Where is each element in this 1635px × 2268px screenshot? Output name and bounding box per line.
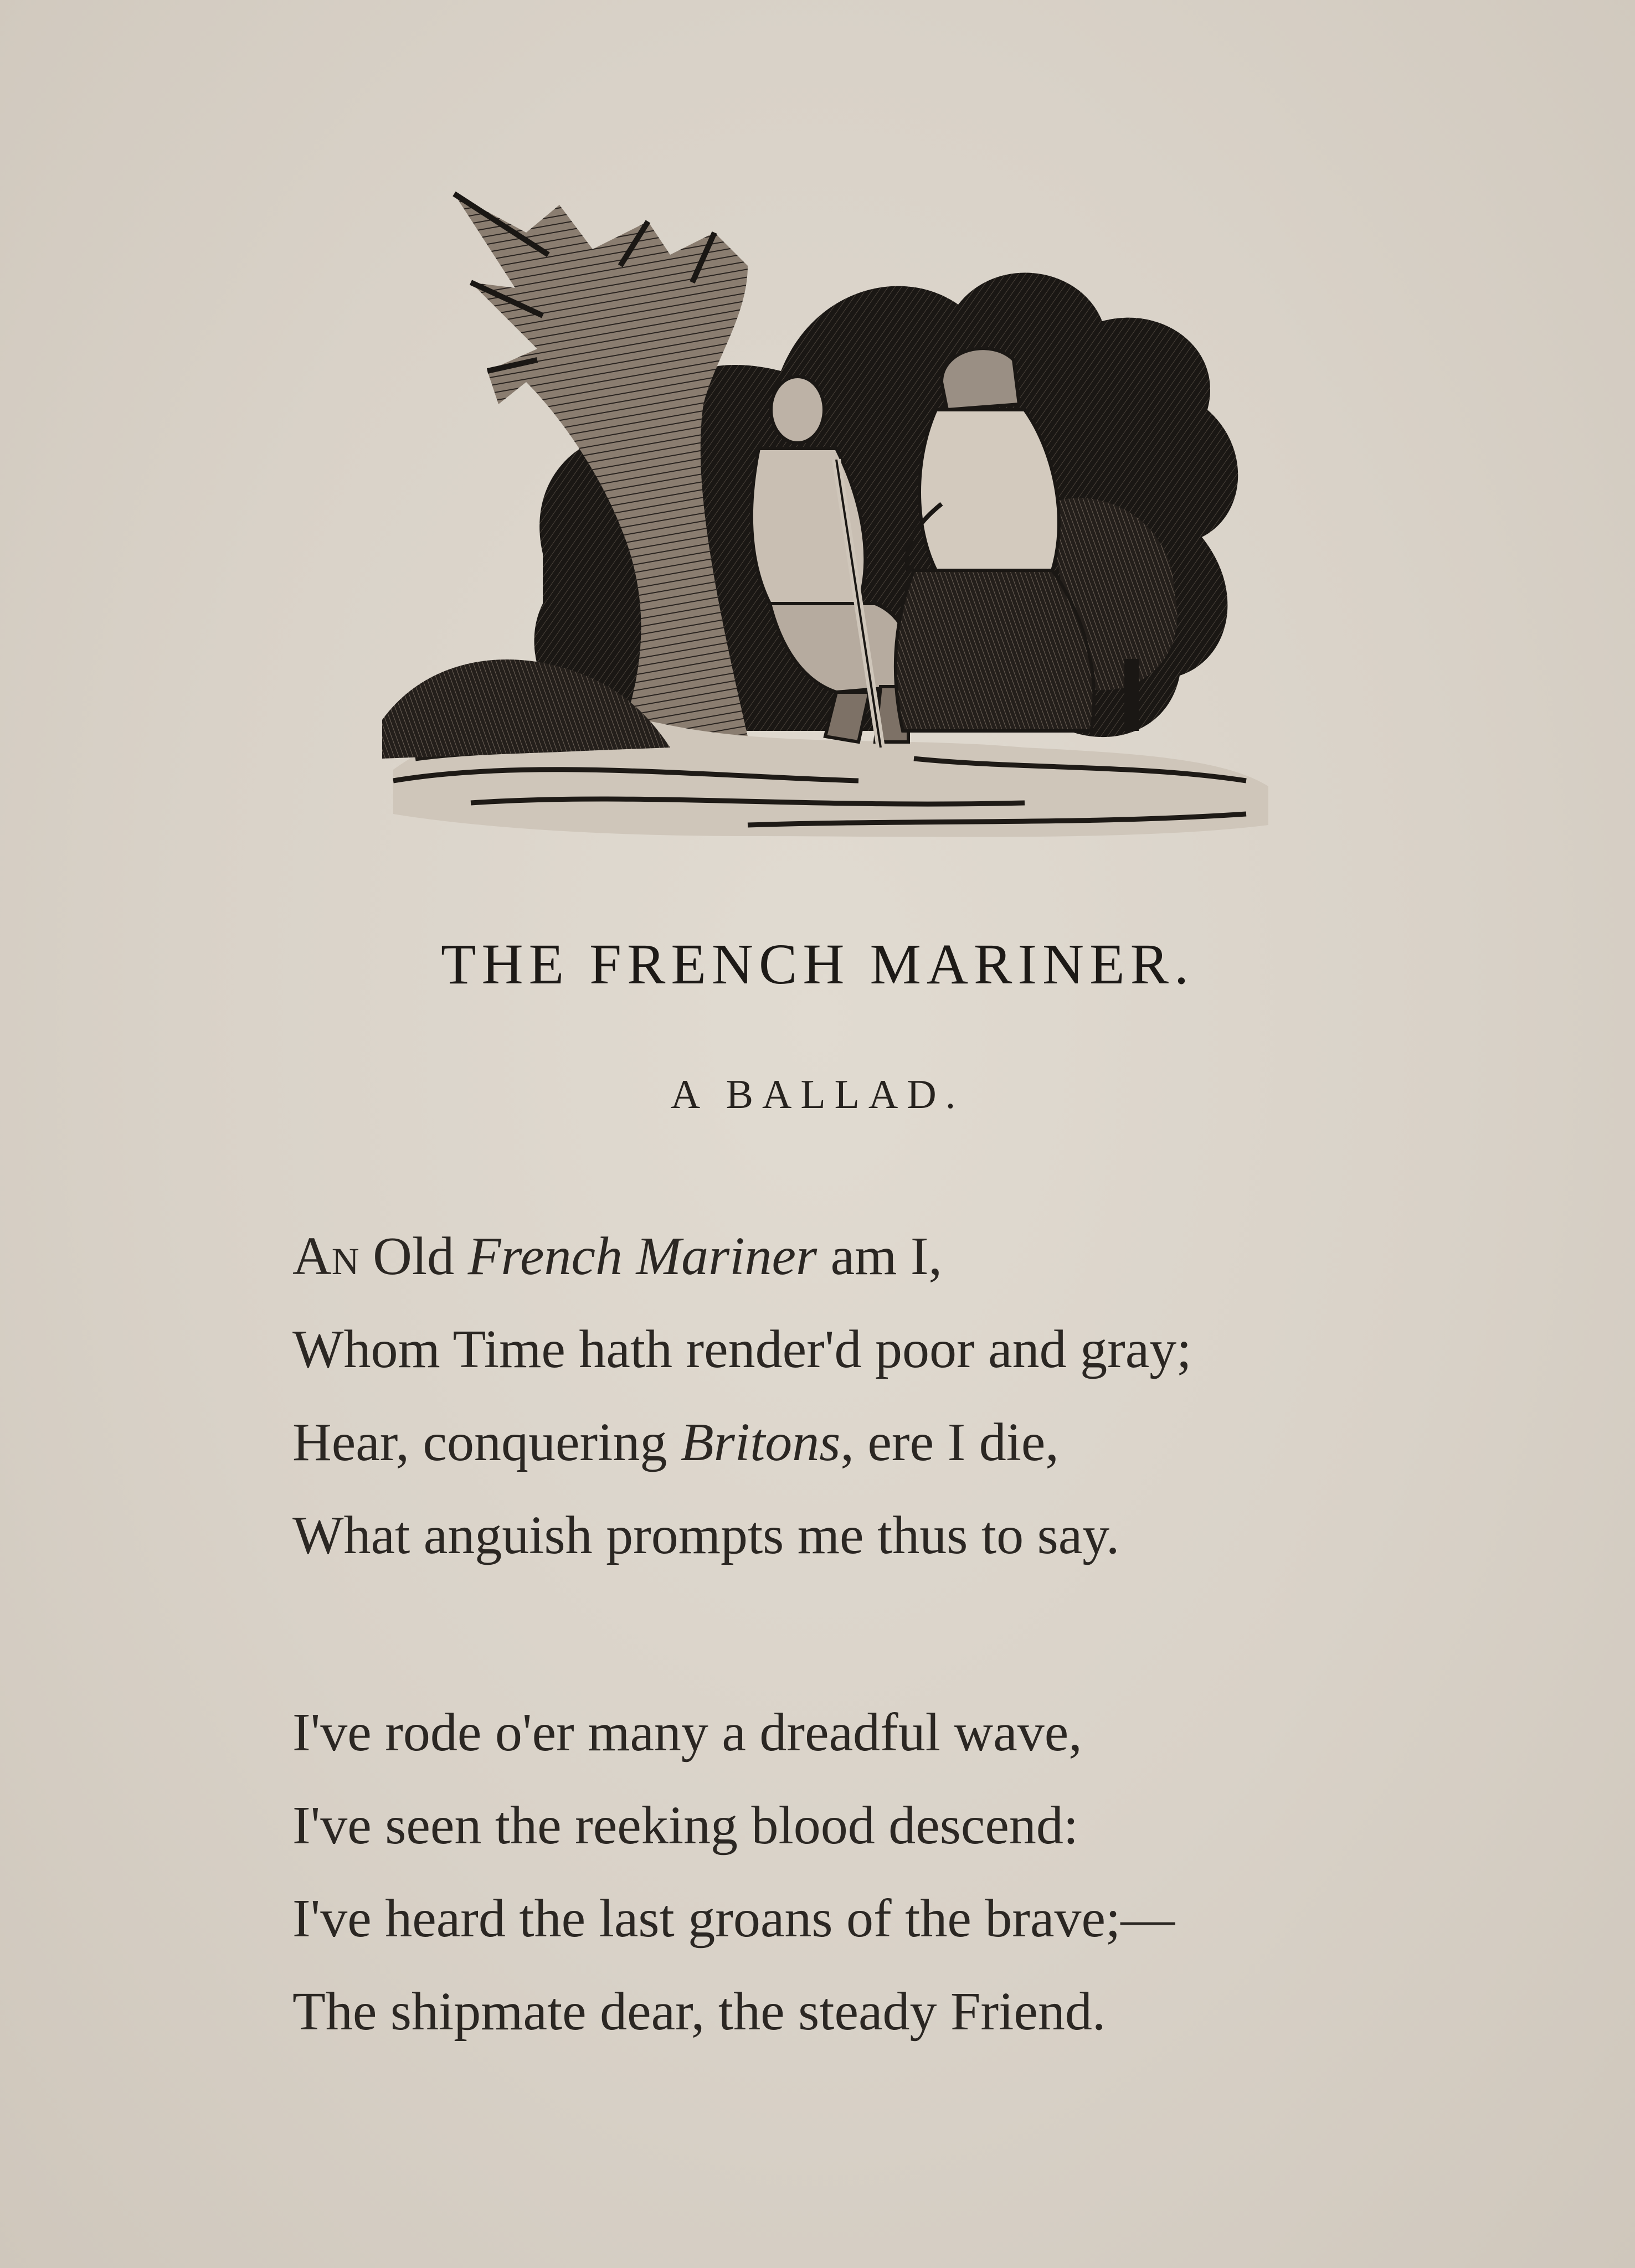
poem-subtitle: A BALLAD. xyxy=(670,1072,965,1117)
italic-phrase: Britons xyxy=(680,1413,841,1472)
woodcut-illustration xyxy=(360,172,1268,853)
verse-text: Old xyxy=(359,1226,468,1286)
verse-line: Whom Time hath render'd poor and gray; xyxy=(292,1319,1192,1379)
stanza-1 xyxy=(292,1226,1400,1601)
verse-line xyxy=(292,1226,1400,1322)
verse-text: Hear, conquering xyxy=(292,1413,681,1472)
verse-line: The shipmate dear, the steady Friend. xyxy=(292,1982,1106,2042)
dropcap-word: An xyxy=(292,1226,359,1286)
verse-line xyxy=(292,1415,1400,1508)
poem-title: THE FRENCH MARINER. xyxy=(440,932,1195,996)
verse-line: I've rode o'er many a dreadful wave, xyxy=(292,1703,1082,1762)
verse-text: am I, xyxy=(817,1226,942,1286)
verse-line: I've seen the reeking blood descend: xyxy=(292,1796,1079,1855)
verse-line: I've heard the last groans of the brave;— xyxy=(292,1889,1175,1949)
italic-phrase: French Mariner xyxy=(467,1226,818,1286)
verse-line: What anguish prompts me thus to say. xyxy=(292,1506,1120,1565)
stanza-2 xyxy=(292,1705,1400,2078)
verse-text: , ere I die, xyxy=(840,1413,1059,1472)
